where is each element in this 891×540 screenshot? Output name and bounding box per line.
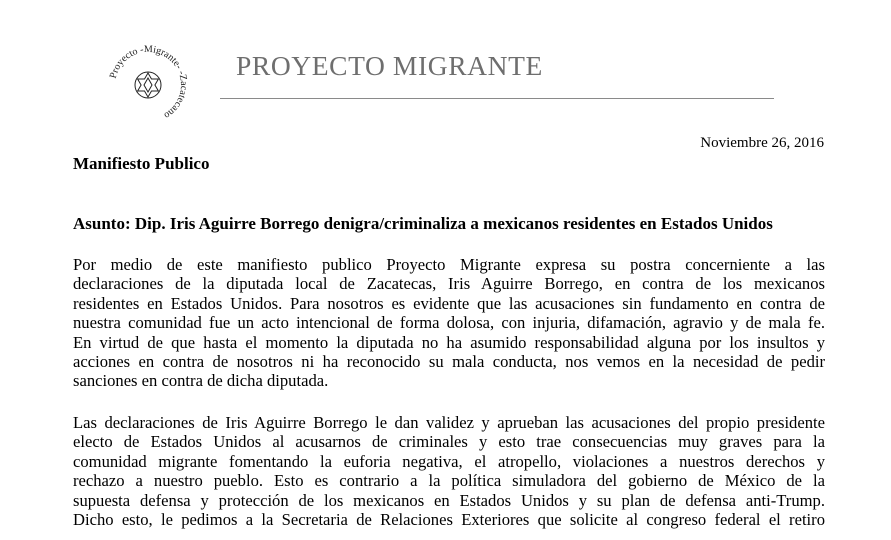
document-subject: Asunto: Dip. Iris Aguirre Borrego denigra/criminaliza a mexicanos residentes en Estados Unidos <box>73 214 773 233</box>
paragraph-line: declaraciones de la diputada local de Zacatecas, Iris Aguirre Borrego, en contra de los mexicanos <box>73 274 825 294</box>
paragraph-line: Por medio de este manifiesto publico Proyecto Migrante expresa su postra concerniente a las <box>73 255 825 274</box>
paragraph-line: sanciones en contra de dicha diputada. <box>73 371 329 391</box>
logo-star-icon <box>135 72 161 98</box>
paragraph-line: nuestra comunidad fue un acto intencional de forma dolosa, con injuria, difamación, agravio y de mala fe. <box>73 313 825 333</box>
paragraph-line: Dicho esto, le pedimos a la Secretaria de Relaciones Exteriores que solicite al congreso federal el retiro <box>73 510 825 530</box>
paragraph-line: acciones en contra de nosotros ni ha reconocido su mala conducta, nos vemos en la necesidad de pedir <box>73 352 825 372</box>
body-paragraph-2 <box>73 413 825 529</box>
paragraph-line: En virtud de que hasta el momento la diputada no ha asumido responsabilidad alguna por los insultos y <box>73 332 825 352</box>
proyecto-migrante-logo <box>100 37 196 133</box>
paragraph-line: rechazo a nuestro pueblo. Esto es contrario a la política simuladora del gobierno de México de la <box>73 471 825 491</box>
paragraph-line: comunidad migrante fomentando la euforia negativa, el atropello, violaciones a nuestros derechos y <box>73 451 825 471</box>
paragraph-line: supuesta defensa y protección de los mexicanos en Estados Unidos y su plan de defensa anti-Trump. <box>73 490 825 510</box>
paragraph-line: Las declaraciones de Iris Aguirre Borrego le dan validez y aprueban las acusaciones del propio presidente <box>73 413 825 432</box>
body-paragraph-1 <box>73 255 825 391</box>
document-date: Noviembre 26, 2016 <box>700 135 824 151</box>
logo-text: Proyecto -Migrante- -Zacatecano <box>107 43 190 121</box>
paragraph-line: residentes en Estados Unidos. Para nosotros es evidente que las acusaciones sin fundamento en contra de <box>73 293 825 313</box>
document-heading: Manifiesto Publico <box>73 154 210 173</box>
header-divider <box>220 98 774 99</box>
organization-title: PROYECTO MIGRANTE <box>236 50 543 81</box>
paragraph-line: electo de Estados Unidos al acusarnos de criminales y esto trae consecuencias muy graves para la <box>73 432 825 452</box>
